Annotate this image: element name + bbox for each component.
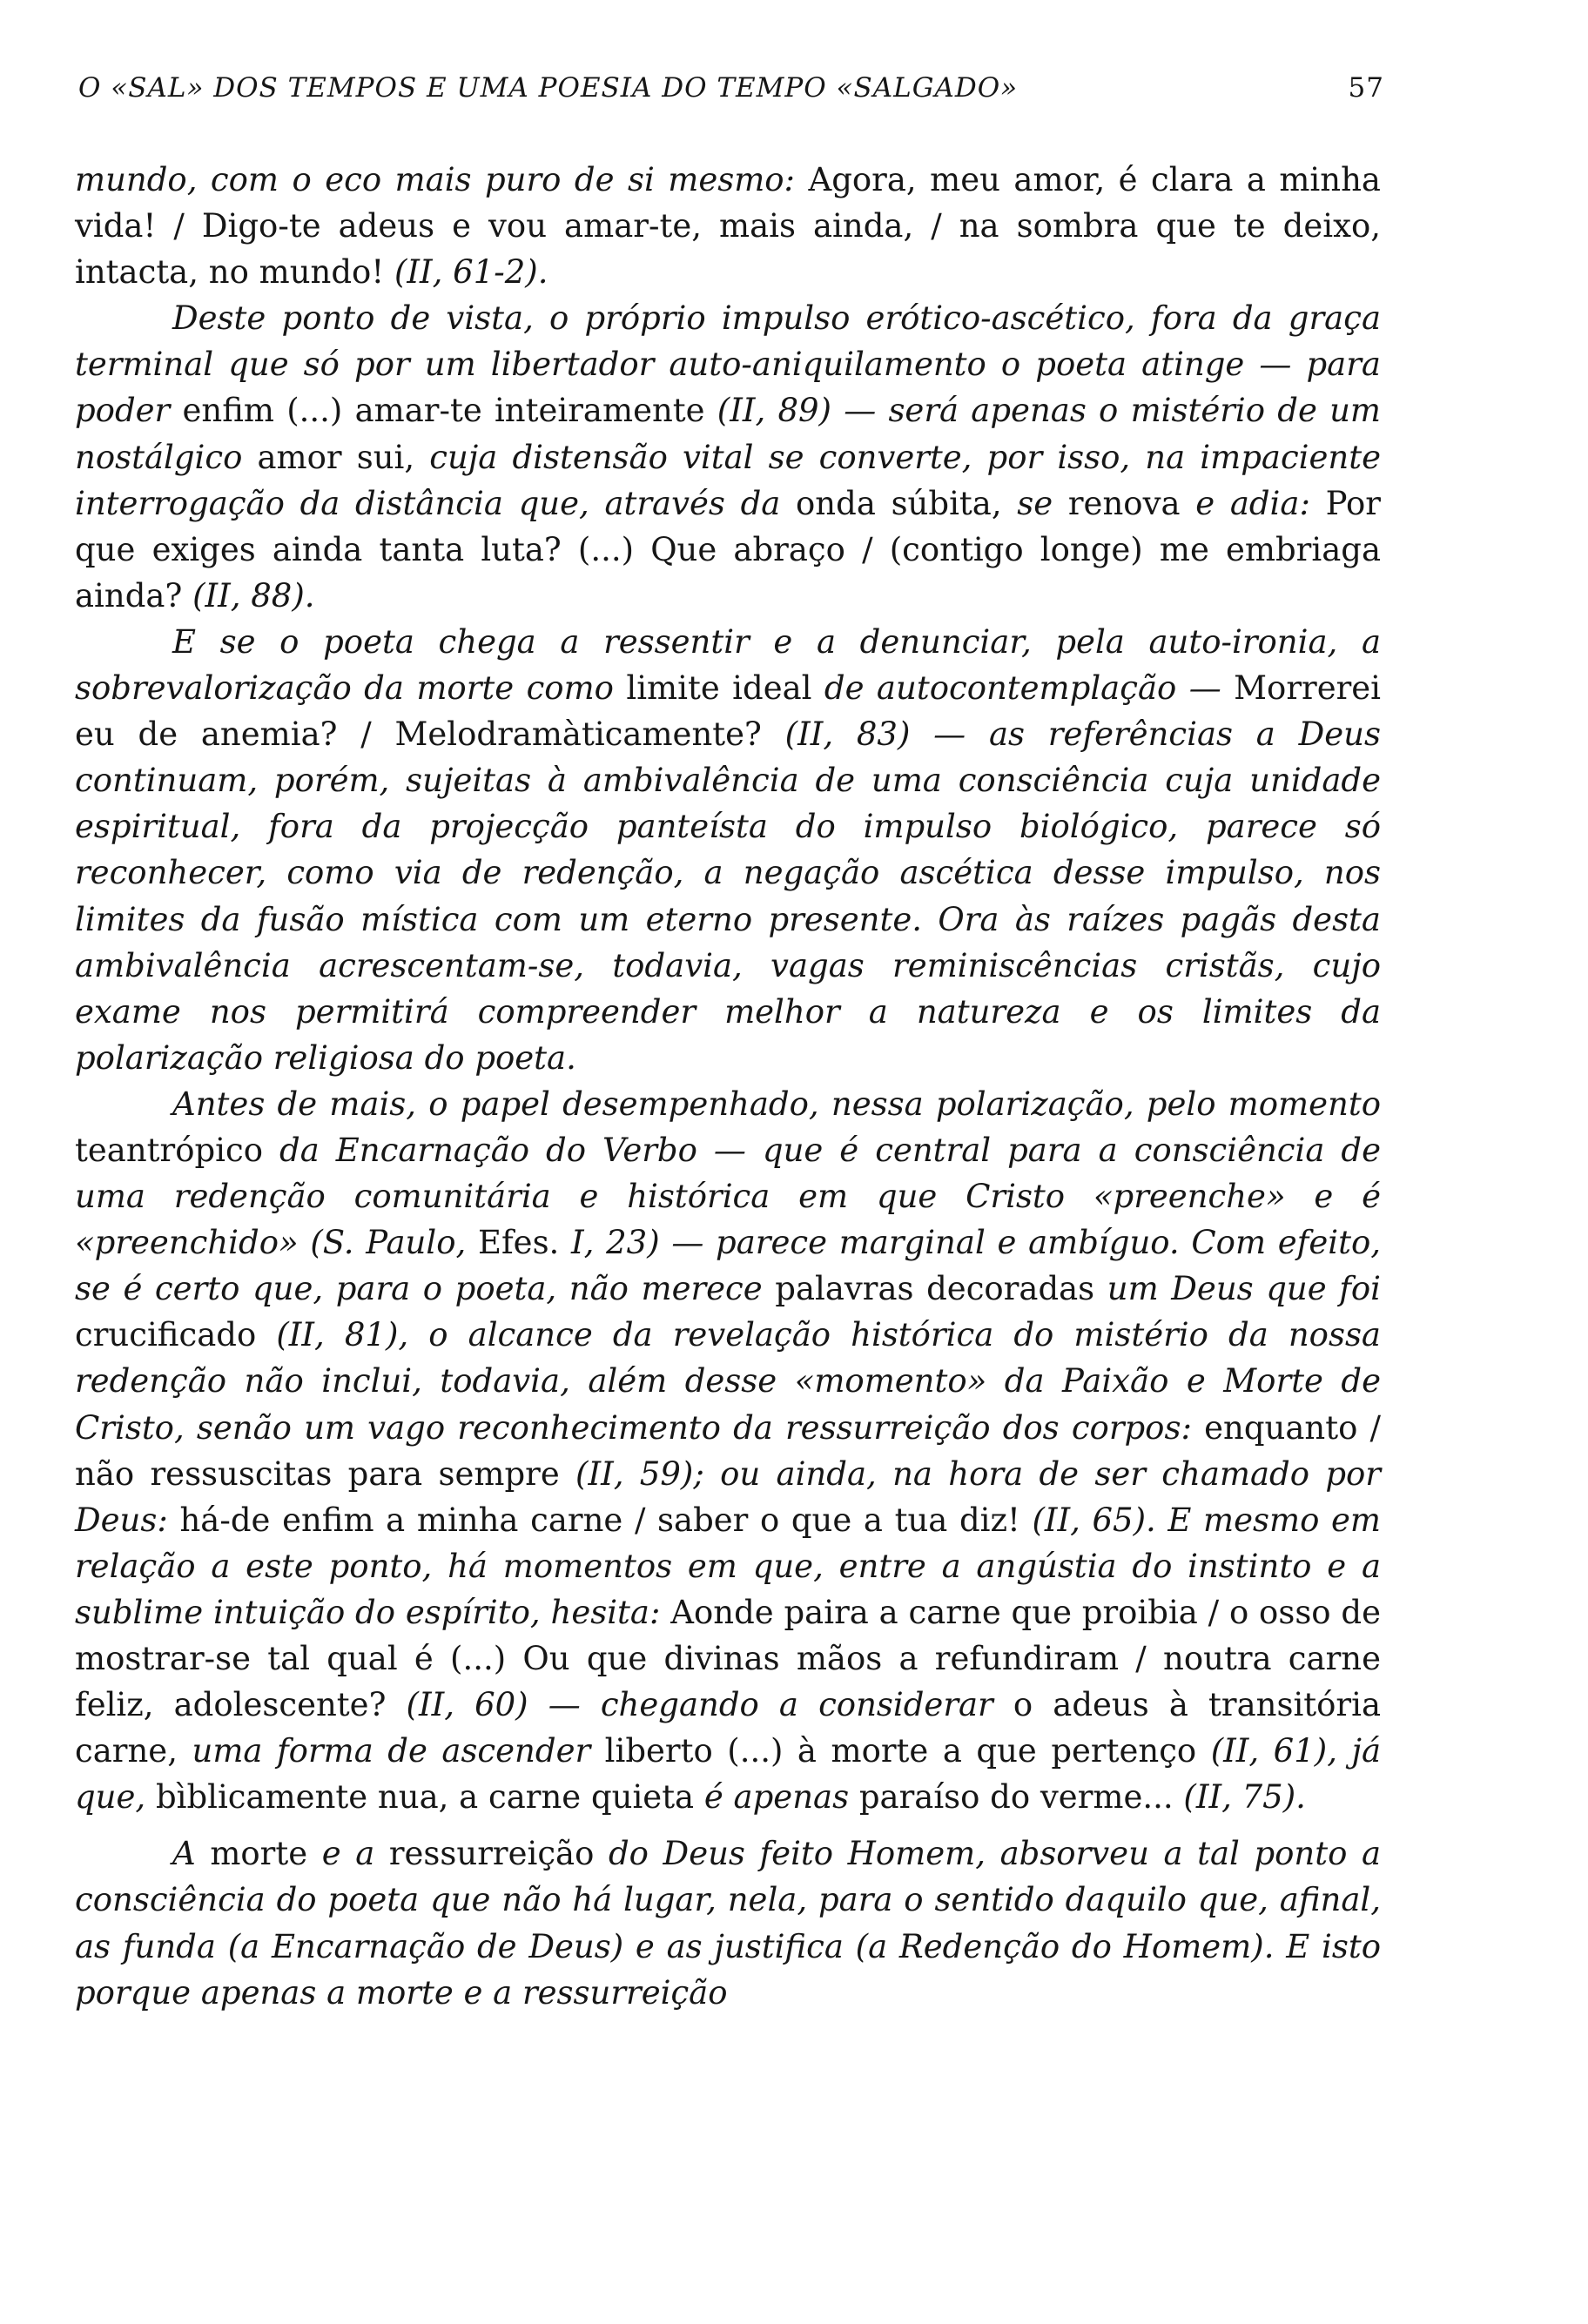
italic-text: (II, 61-2). — [394, 253, 548, 292]
quoted-verse-text: liberto (...) à morte a que pertenço — [604, 1732, 1211, 1770]
italic-text: de autocontemplação — — [824, 669, 1235, 708]
italic-text: (II, 61), já que, — [75, 1732, 1382, 1817]
italic-text: adia: — [1229, 484, 1326, 522]
quoted-verse-text: limite ideal — [626, 669, 824, 708]
quoted-verse-text: Aonde paira a carne que proibia / o osso de mostrar-se tal qual é (...) Ou que divinas mãos a refundiram / noutra carne feliz, adolescente? — [75, 1593, 1381, 1724]
italic-text: do Deus feito Homem, absorveu a tal ponto a consciência do poeta que não há lugar, nela, para o sentido daquilo que, afinal, as funda (a Encarnação de Deus) e as justifica (a Redenção do Homem). E isto porque apenas a morte e a ressurreição — [75, 1835, 1382, 2012]
italic-text: e a — [321, 1835, 389, 1873]
quoted-verse-text: bìblicamente nua, a carne quieta — [155, 1778, 704, 1817]
italic-text: Deste ponto de vista, o próprio impulso erótico-ascético, fora da graça terminal que só por um libertador auto-aniquilamento o poeta atinge — para poder — [75, 299, 1381, 430]
quoted-verse-text: paraíso do verme... — [858, 1778, 1184, 1817]
italic-text: cuja distensão vital se converte, por isso, na impaciente interrogação da distância que, através da — [75, 438, 1381, 522]
quoted-verse-text: onda súbita, — [796, 484, 1018, 522]
italic-text: é apenas — [703, 1778, 859, 1817]
quoted-verse-text: Por que exiges ainda tanta luta? (...) Que abraço / (contigo longe) me embriaga ainda? — [75, 484, 1381, 615]
quoted-verse-text: enquanto / não ressuscitas para sempre — [75, 1408, 1381, 1493]
italic-text: (II, 60) — chegando a considerar — [406, 1686, 1013, 1724]
page-number: 57 — [1348, 72, 1384, 104]
italic-text: A — [172, 1835, 211, 1873]
italic-text: uma forma de ascender — [192, 1732, 605, 1770]
quoted-verse-text: Morrerei eu de anemia? / Melodramàticamente? — [75, 669, 1382, 754]
paragraph — [75, 295, 1381, 619]
italic-text: (II, 81), o alcance da revelação histórica do mistério da nossa redenção não inclui, todavia, além desse «momento» da Paixão e Morte de Cristo, senão um vago reconhecimento da ressurreição dos corpos: — [75, 1316, 1381, 1447]
italic-text: (II, 75). — [1183, 1778, 1306, 1817]
quoted-verse-text: o adeus à transitória carne, — [75, 1686, 1381, 1770]
italic-text: Antes de mais, o papel desempenhado, nessa polarização, pelo momento — [172, 1085, 1381, 1123]
italic-text: mundo, com o eco mais puro de si mesmo: — [75, 161, 809, 198]
italic-text: E se o poeta chega a ressentir e a denunciar, pela auto-ironia, a sobrevalorização da morte como — [75, 622, 1381, 708]
quoted-verse-text: ressurreição — [388, 1835, 609, 1873]
quoted-verse-text: morte — [210, 1835, 322, 1873]
quoted-verse-text: amor sui, — [257, 438, 430, 476]
quoted-verse-text: teantrópico — [75, 1131, 280, 1169]
italic-text: (II, 88). — [192, 576, 315, 615]
paragraph — [75, 1081, 1381, 1821]
italic-text: (II, 89) — será apenas o mistério de um nostálgico — [75, 392, 1381, 476]
quoted-verse-text: renova — [1067, 484, 1196, 522]
paragraph — [75, 619, 1381, 1081]
italic-text: da Encarnação do Verbo — que é central para a consciência de uma redenção comunitária e histórica em que Cristo «preenche» e é «preenchido» (S. Paulo, — [75, 1131, 1381, 1262]
italic-text: (II, 65). E mesmo em relação a este ponto, há momentos em que, entre a angústia do instinto e a sublime intuição do espírito, hesita: — [75, 1501, 1381, 1631]
paragraph — [75, 1830, 1381, 2015]
body-text — [75, 157, 1381, 2016]
italic-text: I, 23) — parece marginal e ambíguo. Com efeito, se é certo que, para o poeta, não merece — [75, 1224, 1381, 1308]
quoted-verse-text: Agora, meu amor, é clara a minha vida! / Digo-te adeus e vou amar-te, mais ainda, / na sombra que te deixo, intacta, no mundo! — [75, 161, 1381, 292]
quoted-verse-text: há-de enfim a minha carne / saber o que a tua diz! — [179, 1501, 1033, 1539]
running-title: O «SAL» DOS TEMPOS E UMA POESIA DO TEMPO «SALGADO» — [78, 72, 1019, 104]
italic-text: um Deus que foi — [1107, 1270, 1382, 1308]
quoted-verse-text: enfim (...) amar-te inteiramente — [182, 392, 717, 430]
italic-text: (II, 59); ou ainda, na hora de ser chamado por Deus: — [75, 1454, 1381, 1539]
quoted-verse-text: palavras decoradas — [775, 1270, 1107, 1308]
paragraph — [75, 157, 1381, 295]
quoted-verse-text: Efes. — [477, 1224, 572, 1262]
italic-text: (II, 83) — as referências a Deus continuam, porém, sujeitas à ambivalência de uma consciência cuja unidade espiritual, fora da projecção panteísta do impulso biológico, parece só reconhecer, como via de redenção, a negação ascética desse impulso, nos limites da fusão mística com um eterno presente. Ora às raízes pagãs desta ambivalência acrescentam-se, todavia, vagas reminiscências cristãs, cujo exame nos permitirá compreender melhor a natureza e os limites da polarização religiosa do poeta. — [75, 715, 1382, 1077]
italic-text: e — [1195, 484, 1230, 522]
quoted-verse-text: crucificado — [75, 1316, 277, 1354]
running-header — [78, 66, 1384, 110]
italic-text: se — [1017, 484, 1068, 522]
